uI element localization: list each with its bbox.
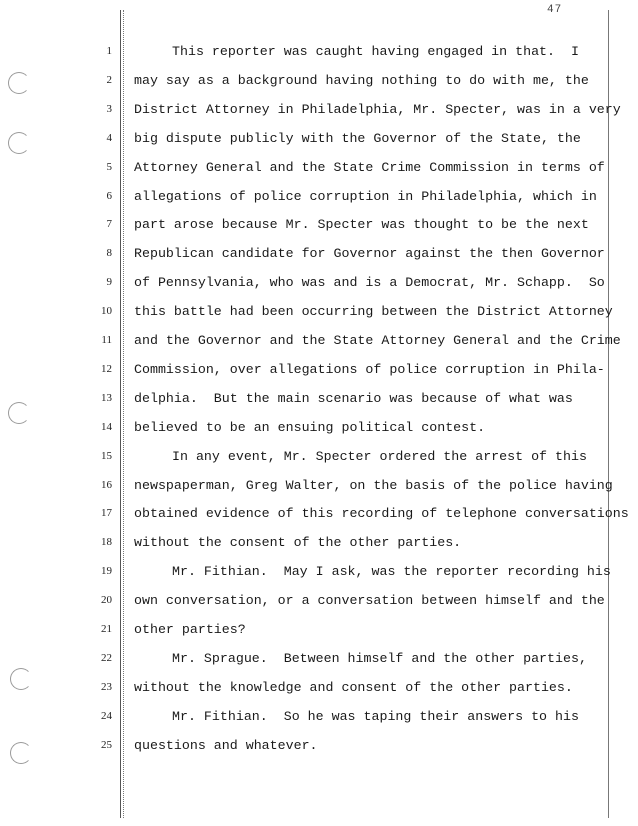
right-margin-rule — [608, 10, 609, 818]
transcript-line: may say as a background having nothing to do with me, the — [134, 72, 589, 88]
transcript-line: Mr. Fithian. So he was taping their answers to his — [172, 708, 579, 724]
transcript-line: questions and whatever. — [134, 737, 318, 753]
transcript-line: own conversation, or a conversation between himself and the — [134, 593, 605, 609]
transcript-line: of Pennsylvania, who was and is a Democrat, Mr. Schapp. So — [134, 275, 605, 291]
punch-hole-icon — [8, 402, 30, 424]
transcript-line: without the knowledge and consent of the other parties. — [134, 679, 573, 695]
line-number: 23 — [101, 680, 112, 693]
line-number: 4 — [106, 131, 112, 144]
punch-hole-icon — [8, 132, 30, 154]
transcript-line: and the Governor and the State Attorney General and the Crime — [134, 333, 621, 348]
line-number: 24 — [101, 709, 112, 722]
line-number: 14 — [101, 420, 112, 433]
line-number: 15 — [101, 449, 112, 462]
left-margin-rule-inner — [123, 10, 124, 818]
transcript-line: delphia. But the main scenario was because of what was — [134, 390, 573, 406]
line-number: 20 — [101, 594, 112, 607]
line-number: 22 — [101, 651, 112, 664]
line-number: 9 — [106, 276, 112, 289]
punch-hole-icon — [8, 72, 30, 94]
line-number: 10 — [101, 305, 112, 318]
line-number: 17 — [101, 507, 112, 520]
line-number: 21 — [101, 623, 112, 635]
transcript-line: big dispute publicly with the Governor of the State, the — [134, 130, 581, 146]
transcript-line: other parties? — [134, 622, 246, 637]
line-number: 18 — [101, 536, 112, 549]
transcript-line: part arose because Mr. Specter was thought to be the next — [134, 217, 589, 233]
line-number: 2 — [106, 73, 112, 86]
transcript-line: This reporter was caught having engaged in that. I — [172, 44, 579, 59]
transcript-line: Commission, over allegations of police corruption in Phila- — [134, 361, 605, 377]
punch-hole-icon — [10, 742, 32, 764]
left-margin-rule — [120, 10, 121, 818]
transcript-line: allegations of police corruption in Philadelphia, which in — [134, 188, 597, 204]
transcript-line: obtained evidence of this recording of telephone conversations — [134, 506, 629, 522]
line-number: 12 — [101, 362, 112, 375]
line-number: 25 — [101, 738, 112, 751]
transcript-line: this battle had been occurring between the District Attorney — [134, 304, 613, 320]
transcript-line: Mr. Sprague. Between himself and the other parties, — [172, 650, 587, 666]
page-number: 47 — [547, 4, 563, 16]
line-number: 13 — [101, 391, 112, 404]
line-number: 1 — [106, 45, 112, 57]
line-number: 19 — [101, 565, 112, 578]
transcript-line: Republican candidate for Governor against the then Governor — [134, 246, 605, 262]
line-number: 7 — [106, 218, 112, 231]
transcript-line: In any event, Mr. Specter ordered the arrest of this — [172, 448, 587, 464]
punch-hole-icon — [10, 668, 32, 690]
line-number: 3 — [106, 102, 112, 115]
line-number: 5 — [106, 160, 112, 173]
transcript-line: believed to be an ensuing political contest. — [134, 419, 486, 435]
line-number: 8 — [106, 247, 112, 260]
line-number: 6 — [106, 189, 112, 202]
transcript-line: newspaperman, Greg Walter, on the basis of the police having — [134, 477, 613, 493]
transcript-line: without the consent of the other parties. — [134, 535, 462, 551]
transcript-line: Attorney General and the State Crime Commission in terms of — [134, 159, 605, 175]
transcript-line: Mr. Fithian. May I ask, was the reporter recording his — [172, 564, 611, 580]
line-number: 16 — [101, 478, 112, 491]
line-number: 11 — [101, 334, 112, 346]
transcript-line: District Attorney in Philadelphia, Mr. Specter, was in a very — [134, 101, 621, 117]
